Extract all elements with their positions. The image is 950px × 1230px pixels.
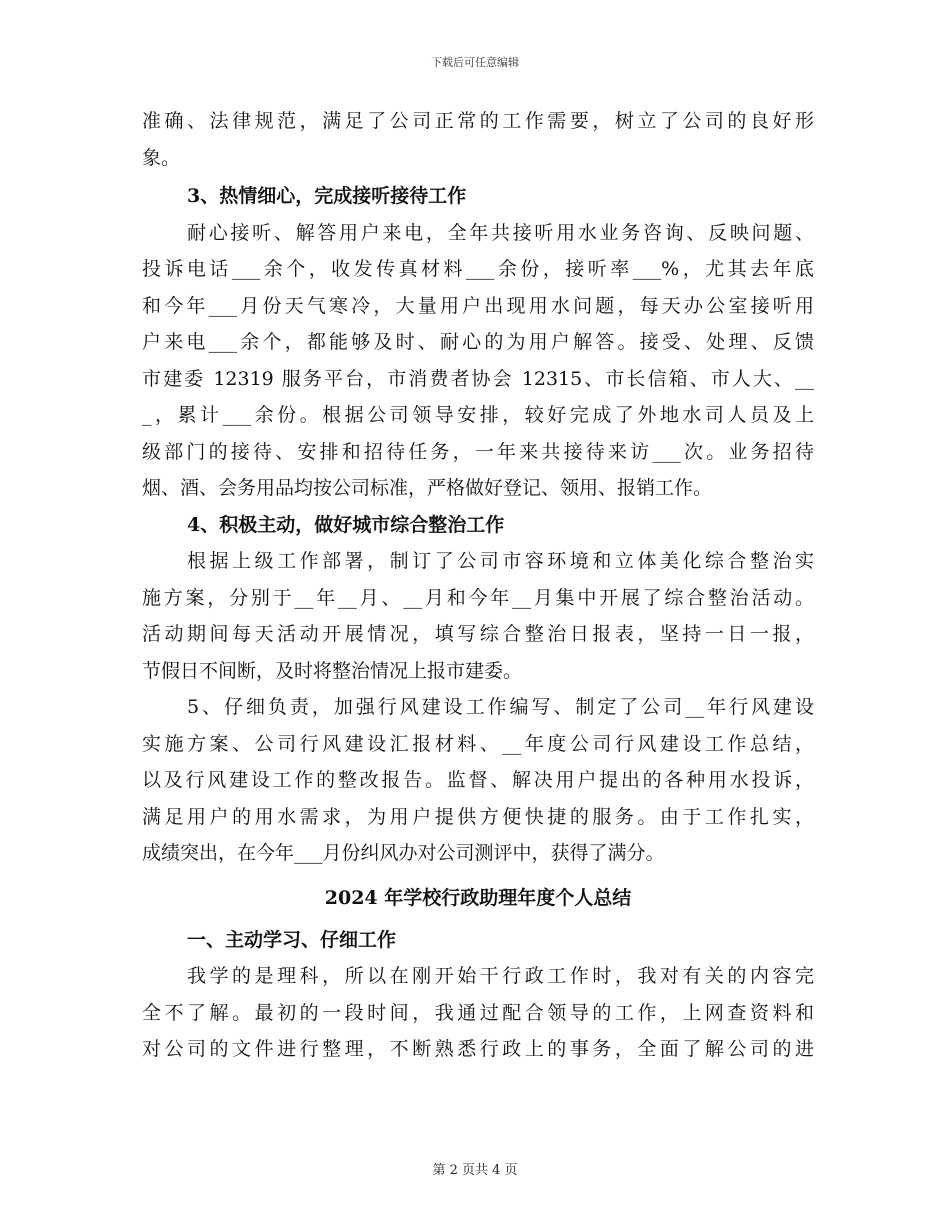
paragraph-line: 实施方案、公司行风建设汇报材料、__年度公司行风建设工作总结， bbox=[142, 732, 814, 755]
document-title: 2024 年学校行政助理年度个人总结 bbox=[324, 886, 632, 909]
paragraph-line: 成绩突出，在今年___月份纠风办对公司测评中，获得了满分。 bbox=[142, 842, 665, 864]
section-heading-4: 4、积极主动，做好城市综合整治工作 bbox=[187, 513, 505, 536]
paragraph-line: 全不了解。最初的一段时间，我通过配合领导的工作，上网查资料和 bbox=[142, 1001, 814, 1024]
page-header: 下载后可任意编辑 bbox=[431, 56, 519, 69]
document-body bbox=[142, 103, 814, 1068]
paragraph-line: 对公司的文件进行整理，不断熟悉行政上的事务，全面了解公司的进 bbox=[142, 1038, 814, 1060]
section-heading-3: 3、热情细心，完成接听接待工作 bbox=[187, 185, 467, 207]
paragraph-line: 准确、法律规范，满足了公司正常的工作需要，树立了公司的良好形 bbox=[142, 110, 814, 132]
paragraph-line: 满足用户的用水需求，为用户提供方便快捷的服务。由于工作扎实， bbox=[142, 805, 814, 828]
paragraph-line: 市建委 12319 服务平台，市消费者协会 12315、市长信箱、市人大、__ bbox=[142, 367, 814, 390]
paragraph-line: 和今年___月份天气寒冷，大量用户出现用水问题，每天办公室接听用 bbox=[142, 294, 814, 317]
paragraph-line: _，累计___余份。根据公司领导安排，较好完成了外地水司人员及上 bbox=[142, 404, 814, 426]
paragraph-line: 根据上级工作部署，制订了公司市容环境和立体美化综合整治实 bbox=[187, 550, 814, 572]
page-number: 第 2 页共 4 页 bbox=[432, 1163, 518, 1178]
paragraph-line: 活动期间每天活动开展情况，填写综合整治日报表，坚持一日一报， bbox=[142, 623, 814, 645]
section-heading-1: 一、主动学习、仔细工作 bbox=[187, 928, 397, 951]
paragraph-line: 级部门的接待、安排和招待任务，一年来共接待来访___次。业务招待 bbox=[142, 440, 814, 463]
paragraph-line: 烟、酒、会务用品均按公司标准，严格做好登记、领用、报销工作。 bbox=[142, 477, 713, 499]
paragraph-line: 我学的是理科，所以在刚开始干行政工作时，我对有关的内容完 bbox=[187, 965, 814, 987]
paragraph-line: 象。 bbox=[142, 146, 181, 169]
paragraph-line: 施方案，分别于__年__月、__月和今年__月集中开展了综合整治活动。 bbox=[142, 586, 814, 609]
paragraph-line: 投诉电话___余个，收发传真材料___余份，接听率___%，尤其去年底 bbox=[142, 258, 814, 280]
paragraph-line: 5、仔细负责，加强行风建设工作编写、制定了公司__年行风建设 bbox=[187, 696, 814, 718]
paragraph-line: 户来电___余个，都能够及时、耐心的为用户解答。接受、处理、反馈 bbox=[142, 331, 814, 353]
paragraph-line: 节假日不间断，及时将整治情况上报市建委。 bbox=[142, 659, 523, 682]
paragraph-line: 以及行风建设工作的整改报告。监督、解决用户提出的各种用水投诉， bbox=[142, 769, 814, 791]
paragraph-line: 耐心接听、解答用户来电，全年共接听用水业务咨询、反映问题、 bbox=[187, 221, 814, 244]
